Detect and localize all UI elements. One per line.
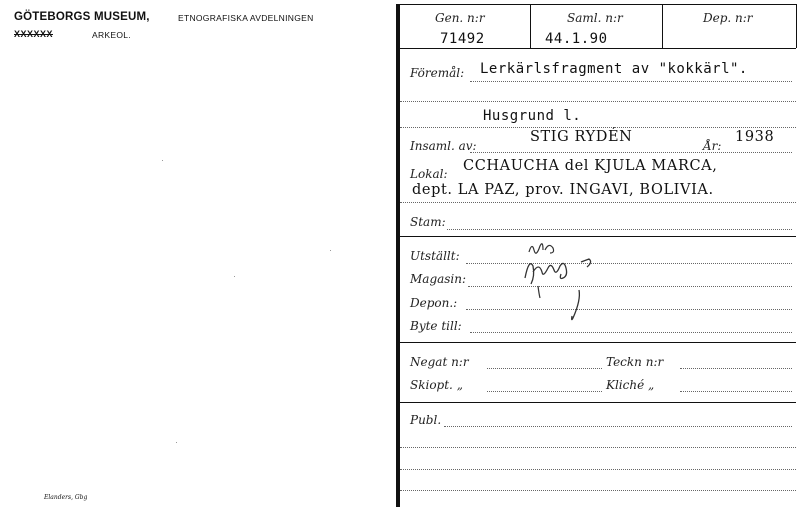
insaml-value: STIG RYDÉN — [530, 129, 633, 145]
magasin-label: Magasin: — [410, 272, 467, 286]
struck-through-text: XXXXXX — [14, 29, 54, 39]
skiopt-label: Skiopt. „ — [410, 378, 463, 392]
ar-label: År: — [703, 139, 722, 153]
teckn-label: Teckn n:r — [606, 355, 664, 369]
speck — [234, 276, 235, 277]
dotted-rule — [470, 332, 792, 333]
department-name: ETNOGRAFISKA AVDELNINGEN — [178, 12, 314, 23]
column-rule — [400, 48, 796, 49]
museum-name: GÖTEBORGS MUSEUM, — [14, 11, 150, 23]
panel-border-left — [396, 4, 400, 507]
section-name: ARKEOL. — [92, 29, 131, 40]
depon-label: Depon.: — [410, 296, 458, 310]
panel-border-right — [796, 4, 797, 48]
dotted-rule — [400, 127, 796, 128]
handwritten-annotation — [515, 238, 605, 323]
dotted-rule — [680, 391, 792, 392]
lokal-label: Lokal: — [410, 167, 448, 181]
dotted-rule — [400, 469, 796, 470]
section-rule — [400, 236, 796, 237]
section-rule — [400, 402, 796, 403]
lokal-value-line2: dept. LA PAZ, prov. INGAVI, BOLIVIA. — [412, 182, 714, 198]
insaml-label: Insaml. av: — [410, 139, 477, 153]
column-divider — [530, 4, 531, 48]
utstallt-label: Utställt: — [410, 249, 460, 263]
column-divider — [662, 4, 663, 48]
dotted-rule — [487, 368, 602, 369]
top-rule — [400, 4, 796, 5]
dotted-rule — [680, 368, 792, 369]
dotted-rule — [400, 490, 796, 491]
speck — [330, 250, 331, 251]
dotted-rule — [470, 81, 792, 82]
dotted-rule — [400, 202, 796, 203]
lokal-value: CCHAUCHA del KJULA MARCA, — [463, 158, 718, 174]
saml-nr-value: 44.1.90 — [545, 31, 608, 47]
speck — [176, 442, 177, 443]
kliche-label: Kliché „ — [606, 378, 655, 392]
foremal-value: Lerkärlsfragment av "kokkärl". — [480, 61, 748, 77]
foremal-label: Föremål: — [410, 66, 465, 80]
ar-value: 1938 — [735, 129, 775, 145]
gen-nr-label: Gen. n:r — [435, 11, 485, 25]
speck — [162, 160, 163, 161]
saml-nr-label: Saml. n:r — [567, 11, 623, 25]
negat-label: Negat n:r — [410, 355, 469, 369]
printer-mark: Elanders, Gbg — [44, 494, 88, 501]
dotted-rule — [400, 101, 796, 102]
stam-label: Stam: — [410, 215, 446, 229]
dotted-rule — [470, 152, 792, 153]
dotted-rule — [444, 426, 792, 427]
section-rule — [400, 342, 796, 343]
dotted-rule — [400, 447, 796, 448]
dotted-rule — [487, 391, 602, 392]
dep-nr-label: Dep. n:r — [703, 11, 753, 25]
foremal-value-line2: Husgrund l. — [483, 108, 582, 124]
dotted-rule — [447, 229, 792, 230]
gen-nr-value: 71492 — [440, 31, 485, 47]
byte-till-label: Byte till: — [410, 319, 462, 333]
publ-label: Publ. — [410, 413, 442, 427]
